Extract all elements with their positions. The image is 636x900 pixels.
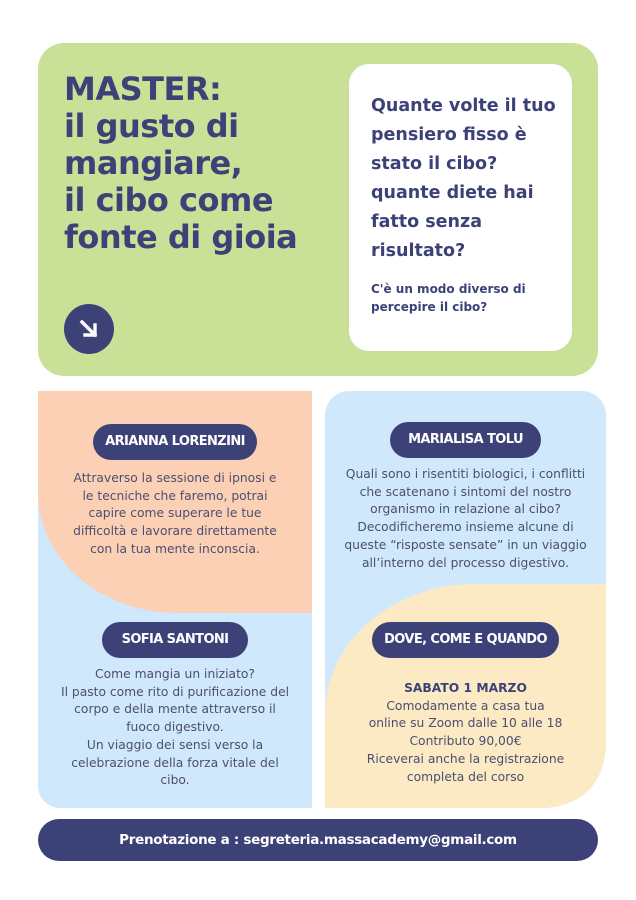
hero-title-line: MASTER: bbox=[64, 70, 222, 108]
text-line: all’interno del processo digestivo. bbox=[361, 555, 570, 570]
sub-question-line: C'è un modo diverso di bbox=[371, 282, 526, 296]
event-price: Contributo 90,00€ bbox=[409, 734, 522, 749]
hero-title-line: mangiare, bbox=[64, 144, 243, 182]
text-line: online su Zoom dalle 10 alle 18 bbox=[368, 716, 563, 731]
sub-question-text bbox=[371, 280, 552, 316]
text-line: cibo. bbox=[160, 773, 190, 788]
section-description bbox=[38, 470, 312, 559]
text-line: difficoltà e lavorare direttamente bbox=[73, 524, 277, 539]
section-sofia-santoni bbox=[38, 622, 312, 790]
text-line: Comodamente a casa tua bbox=[386, 698, 545, 713]
text-line: Riceverai anche la registrazione bbox=[366, 751, 565, 766]
event-details-pill: DOVE, COME E QUANDO bbox=[372, 622, 559, 658]
hero-banner bbox=[38, 43, 598, 376]
speaker-pill: MARIALISA TOLU bbox=[390, 422, 541, 458]
question-line: Quante volte il tuo bbox=[371, 96, 556, 116]
question-card bbox=[349, 64, 572, 351]
question-line: stato il cibo? bbox=[371, 154, 498, 174]
booking-email-link[interactable]: segreteria.massacademy@gmail.com bbox=[243, 832, 517, 848]
event-date: SABATO 1 MARZO bbox=[404, 681, 527, 695]
text-line: Il pasto come rito di purificazione del bbox=[60, 684, 290, 699]
question-line: quante diete hai bbox=[371, 183, 534, 203]
arrow-down-right-icon bbox=[77, 317, 101, 341]
text-line: Attraverso la sessione di ipnosi e bbox=[73, 471, 277, 485]
speaker-pill: SOFIA SANTONI bbox=[102, 622, 249, 658]
hero-title bbox=[64, 71, 344, 256]
event-details-text bbox=[325, 680, 606, 786]
text-line: capire come superare le tue bbox=[88, 506, 262, 521]
text-line: corpo e della mente attraverso il bbox=[74, 702, 276, 717]
question-line: risultato? bbox=[371, 241, 466, 261]
text-line: celebrazione della forza vitale del bbox=[71, 755, 279, 770]
text-line: Come mangia un iniziato? bbox=[95, 667, 255, 681]
section-description bbox=[38, 666, 312, 790]
text-line: Un viaggio dei sensi verso la bbox=[86, 737, 264, 752]
booking-label: Prenotazione a : bbox=[119, 832, 244, 848]
text-line: le tecniche che faremo, potrai bbox=[82, 488, 268, 503]
text-line: con la tua mente inconscia. bbox=[90, 541, 260, 556]
question-line: pensiero fisso è bbox=[371, 125, 527, 145]
text-line: che scatenano i sintomi del nostro bbox=[359, 484, 572, 499]
question-text bbox=[371, 92, 556, 266]
hero-title-line: il gusto di bbox=[64, 107, 239, 145]
section-arianna-lorenzini bbox=[38, 424, 312, 559]
question-line: fatto senza bbox=[371, 212, 483, 232]
text-line: fuoco digestivo. bbox=[126, 720, 224, 735]
text-line: Decodificheremo insieme alcune di bbox=[357, 520, 574, 535]
sub-question-line: percepire il cibo? bbox=[371, 300, 488, 314]
text-line: Quali sono i risentiti biologici, i conflitti bbox=[345, 467, 586, 481]
text-line: completa del corso bbox=[406, 769, 525, 784]
hero-title-line: fonte di gioia bbox=[64, 218, 298, 256]
speaker-pill: ARIANNA LORENZINI bbox=[93, 424, 257, 460]
section-marialisa-tolu bbox=[325, 422, 606, 572]
section-description bbox=[325, 466, 606, 572]
booking-footer bbox=[38, 819, 598, 861]
text-line: organismo in relazione al cibo? bbox=[370, 502, 561, 517]
hero-title-line: il cibo come bbox=[64, 181, 274, 219]
text-line: queste “risposte sensate” in un viaggio bbox=[344, 537, 587, 552]
section-event-details bbox=[325, 622, 606, 786]
arrow-button[interactable] bbox=[64, 304, 114, 354]
